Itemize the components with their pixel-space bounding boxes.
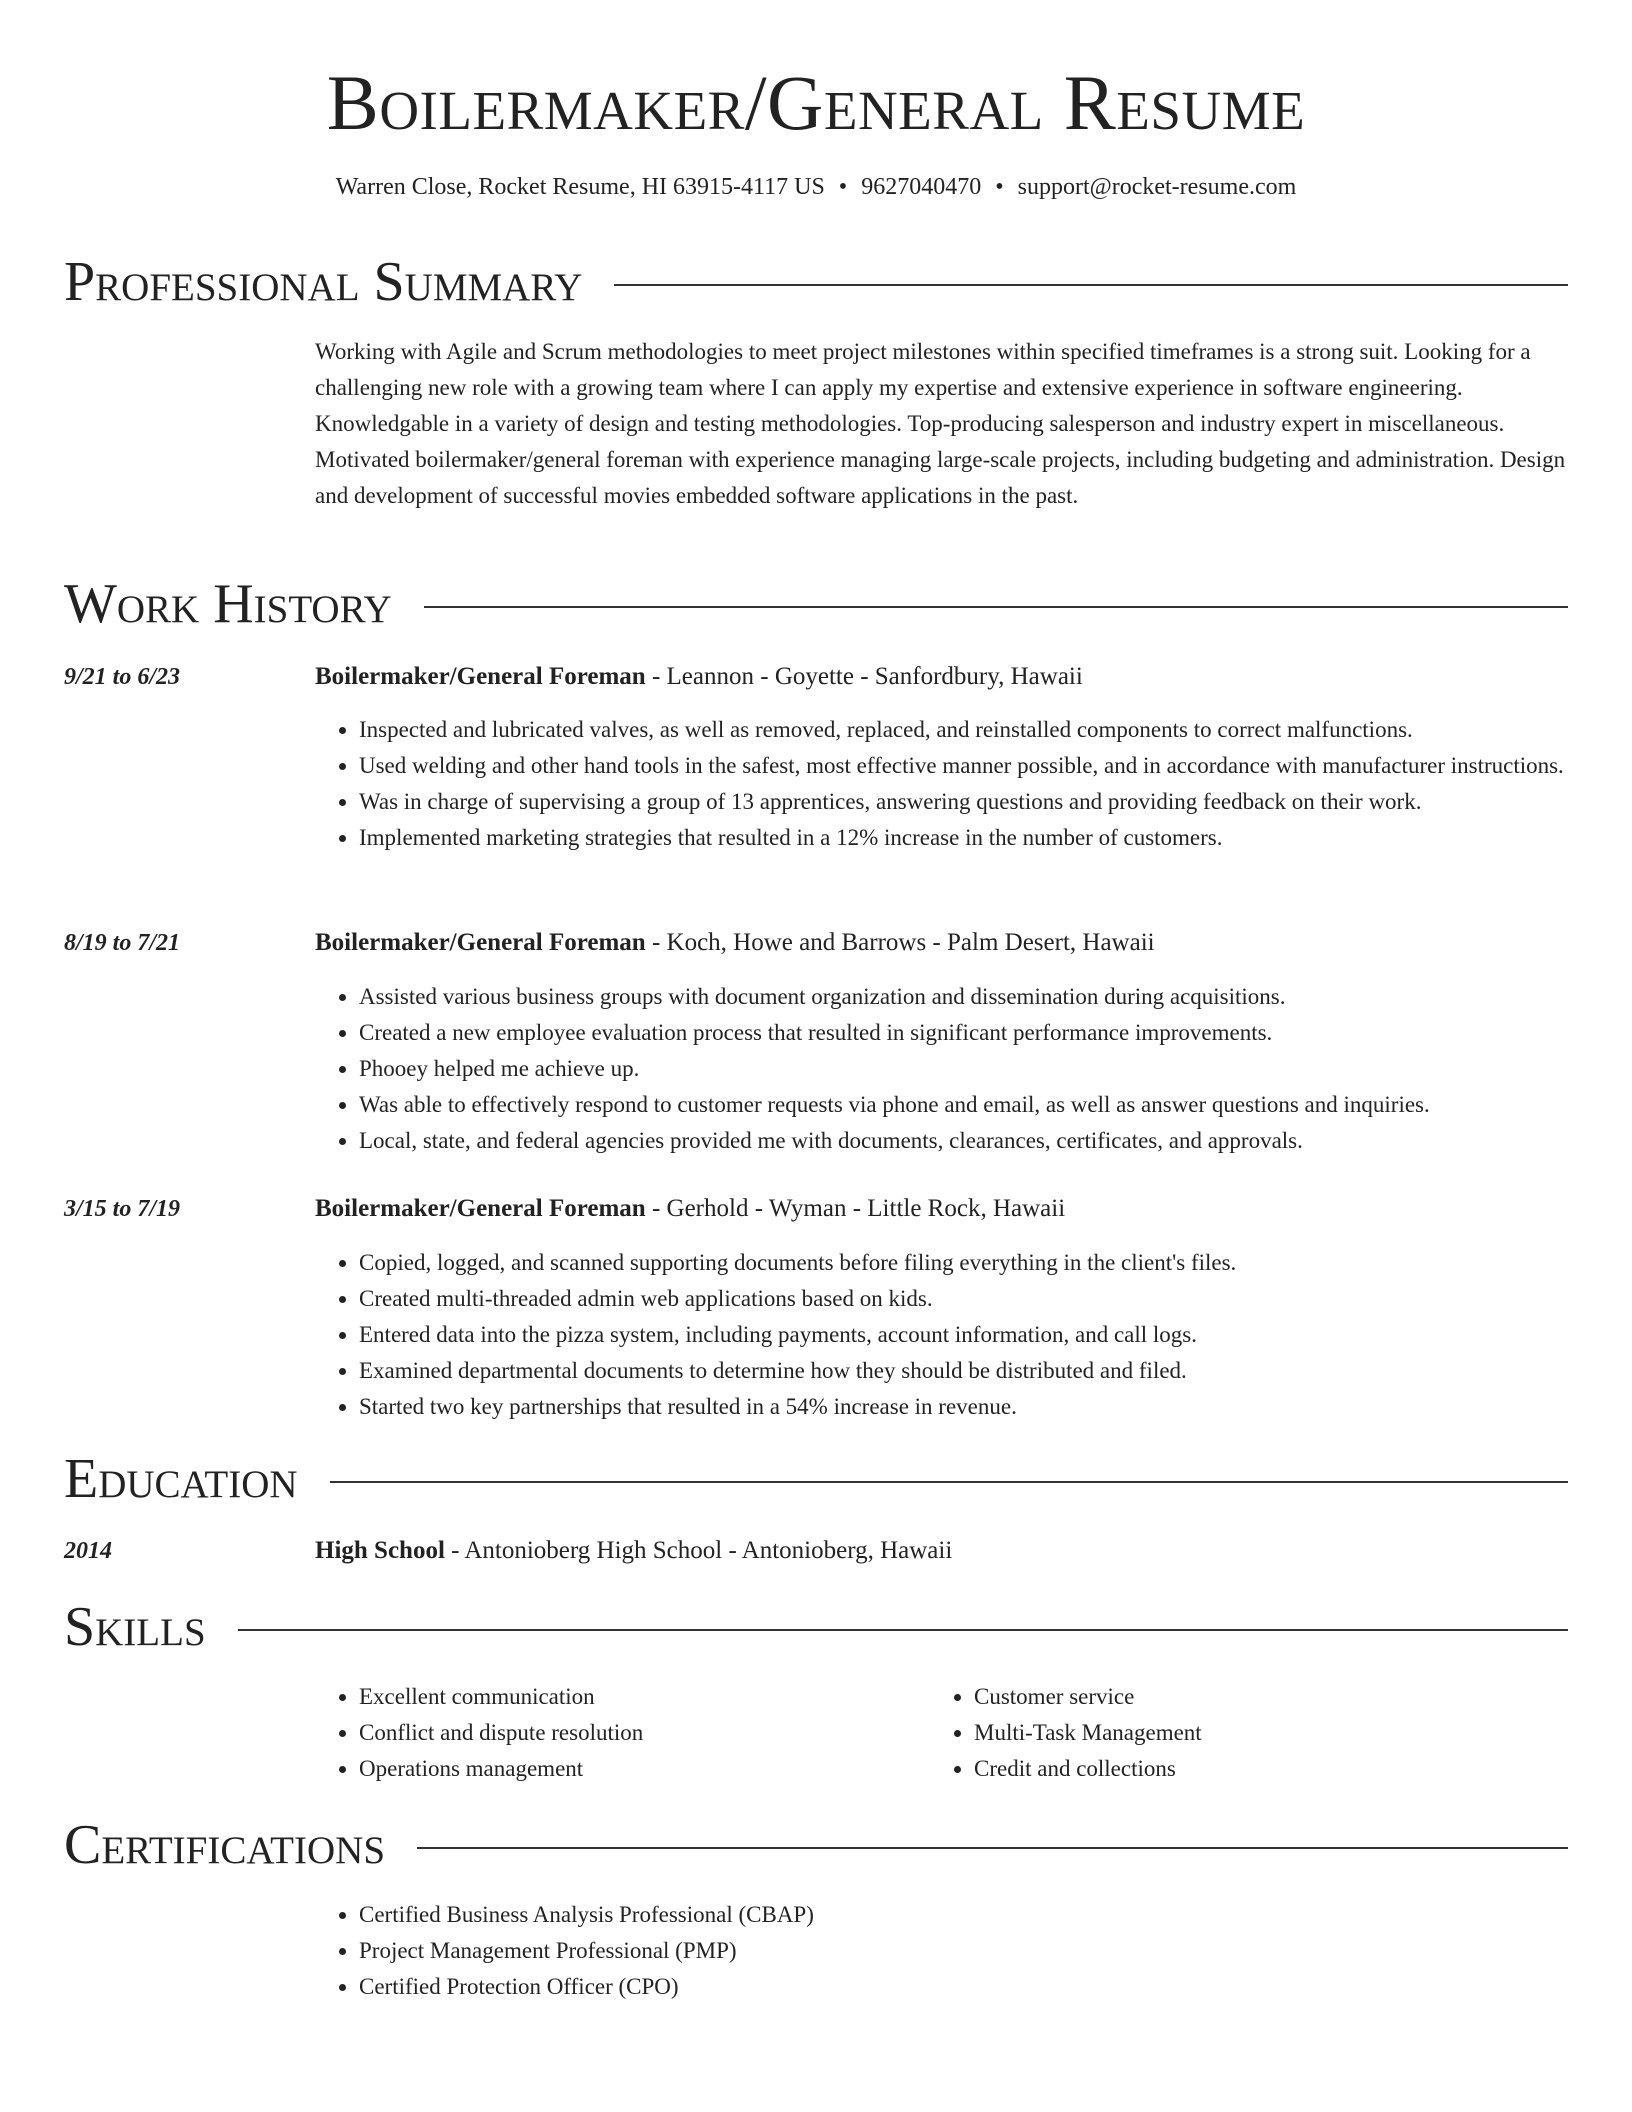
list-item: • Started two key partnerships that resulted in a 54% increase in revenue. xyxy=(359,1389,1568,1425)
list-item: • Copied, logged, and scanned supporting documents before filing everything in the client's files. xyxy=(359,1245,1568,1281)
resume-title: Boilermaker/General Resume xyxy=(326,59,1306,146)
skill-item: • Credit and collections xyxy=(974,1751,1530,1787)
education-degree: High School xyxy=(315,1537,445,1564)
skill-item: • Multi-Task Management xyxy=(974,1715,1530,1751)
contact-separator: • xyxy=(995,174,1004,200)
section-divider xyxy=(330,1481,1568,1483)
work-section-header xyxy=(64,572,1568,636)
summary-heading: Professional Summary xyxy=(64,251,583,313)
skill-item: • Conflict and dispute resolution xyxy=(359,1715,915,1751)
job-title: Boilermaker/General Foreman xyxy=(315,929,646,956)
list-item: • Implemented marketing strategies that resulted in a 12% increase in the number of customers. xyxy=(359,820,1568,856)
certifications-list xyxy=(315,1897,1568,2005)
contact-email[interactable]: support@rocket-resume.com xyxy=(1017,174,1297,200)
list-item: • Phooey helped me achieve up. xyxy=(359,1051,1568,1087)
list-item: • Entered data into the pizza system, including payments, account information, and call logs. xyxy=(359,1317,1568,1353)
certifications-heading: Certifications xyxy=(64,1814,386,1876)
list-item: • Examined departmental documents to determine how they should be distributed and filed. xyxy=(359,1353,1568,1389)
job-header xyxy=(315,1191,1065,1227)
section-divider xyxy=(424,606,1568,608)
education-year: 2014 xyxy=(64,1538,112,1564)
summary-section-header xyxy=(64,250,1568,314)
skills-section-header xyxy=(64,1595,1568,1659)
job-title: Boilermaker/General Foreman xyxy=(315,1195,646,1222)
job-details: - Gerhold - Wyman - Little Rock, Hawaii xyxy=(645,1195,1066,1222)
section-divider xyxy=(417,1847,1568,1849)
skill-item: • Customer service xyxy=(974,1679,1530,1715)
certification-item: • Certified Business Analysis Professional (CBAP) xyxy=(359,1897,1568,1933)
certification-item: • Project Management Professional (PMP) xyxy=(359,1933,1568,1969)
contact-separator: • xyxy=(838,174,848,200)
skills-list-right xyxy=(930,1679,1530,1787)
job-dates: 3/15 to 7/19 xyxy=(64,1196,181,1222)
list-item: • Was in charge of supervising a group of 13 apprentices, answering questions and providing feedback on their work. xyxy=(359,784,1568,820)
education-section-header xyxy=(64,1447,1568,1511)
list-item: • Created a new employee evaluation process that resulted in significant performance improvements. xyxy=(359,1015,1568,1051)
skills-list-left xyxy=(315,1679,915,1787)
job-bullets xyxy=(315,1245,1568,1425)
education-heading: Education xyxy=(64,1448,298,1510)
resume-page xyxy=(64,0,1568,1999)
section-divider xyxy=(614,284,1568,286)
list-item: • Local, state, and federal agencies provided me with documents, clearances, certificates, and approvals. xyxy=(359,1123,1568,1159)
job-header xyxy=(315,925,1155,961)
skill-item: • Excellent communication xyxy=(359,1679,915,1715)
job-header xyxy=(315,659,1083,695)
contact-address: Warren Close, Rocket Resume, HI 63915-4117 US xyxy=(335,174,825,200)
education-details: - Antonioberg High School - Antonioberg, Hawaii xyxy=(444,1537,953,1564)
education-line xyxy=(315,1533,952,1569)
list-item: • Used welding and other hand tools in the safest, most effective manner possible, and in accordance with manufacturer instructions. xyxy=(359,748,1568,784)
certifications-section-header xyxy=(64,1813,1568,1877)
contact-phone[interactable]: 9627040470 xyxy=(861,174,982,200)
skill-item: • Operations management xyxy=(359,1751,915,1787)
list-item: • Was able to effectively respond to customer requests via phone and email, as well as answer questions and inquiries. xyxy=(359,1087,1568,1123)
job-bullets xyxy=(315,979,1568,1159)
skills-heading: Skills xyxy=(64,1596,206,1658)
job-dates: 9/21 to 6/23 xyxy=(64,664,181,690)
contact-line xyxy=(64,172,1568,202)
list-item: • Assisted various business groups with document organization and dissemination during acquisitions. xyxy=(359,979,1568,1015)
list-item: • Created multi-threaded admin web applications based on kids. xyxy=(359,1281,1568,1317)
work-heading: Work History xyxy=(64,573,392,635)
section-divider xyxy=(238,1629,1568,1631)
certification-item: • Certified Protection Officer (CPO) xyxy=(359,1969,1568,2005)
job-title: Boilermaker/General Foreman xyxy=(315,663,646,690)
job-bullets xyxy=(315,712,1568,856)
summary-text: Working with Agile and Scrum methodologies to meet project milestones within specified timeframes is a strong suit. Looking for a challenging new role with a growing team where I can apply my expertise and extensive experience in software engineering. Knowledgable in a variety of design and testing methodologies. Top-producing salesperson and industry expert in miscellaneous. Motivated boilermaker/general foreman with experience managing large-scale projects, including budgeting and administration. Design and development of successful movies embedded software applications in the past. xyxy=(315,339,1566,508)
job-dates: 8/19 to 7/21 xyxy=(64,930,181,956)
job-details: - Leannon - Goyette - Sanfordbury, Hawaii xyxy=(645,663,1083,690)
job-details: - Koch, Howe and Barrows - Palm Desert, Hawaii xyxy=(645,929,1155,956)
list-item: • Inspected and lubricated valves, as well as removed, replaced, and reinstalled components to correct malfunctions. xyxy=(359,712,1568,748)
